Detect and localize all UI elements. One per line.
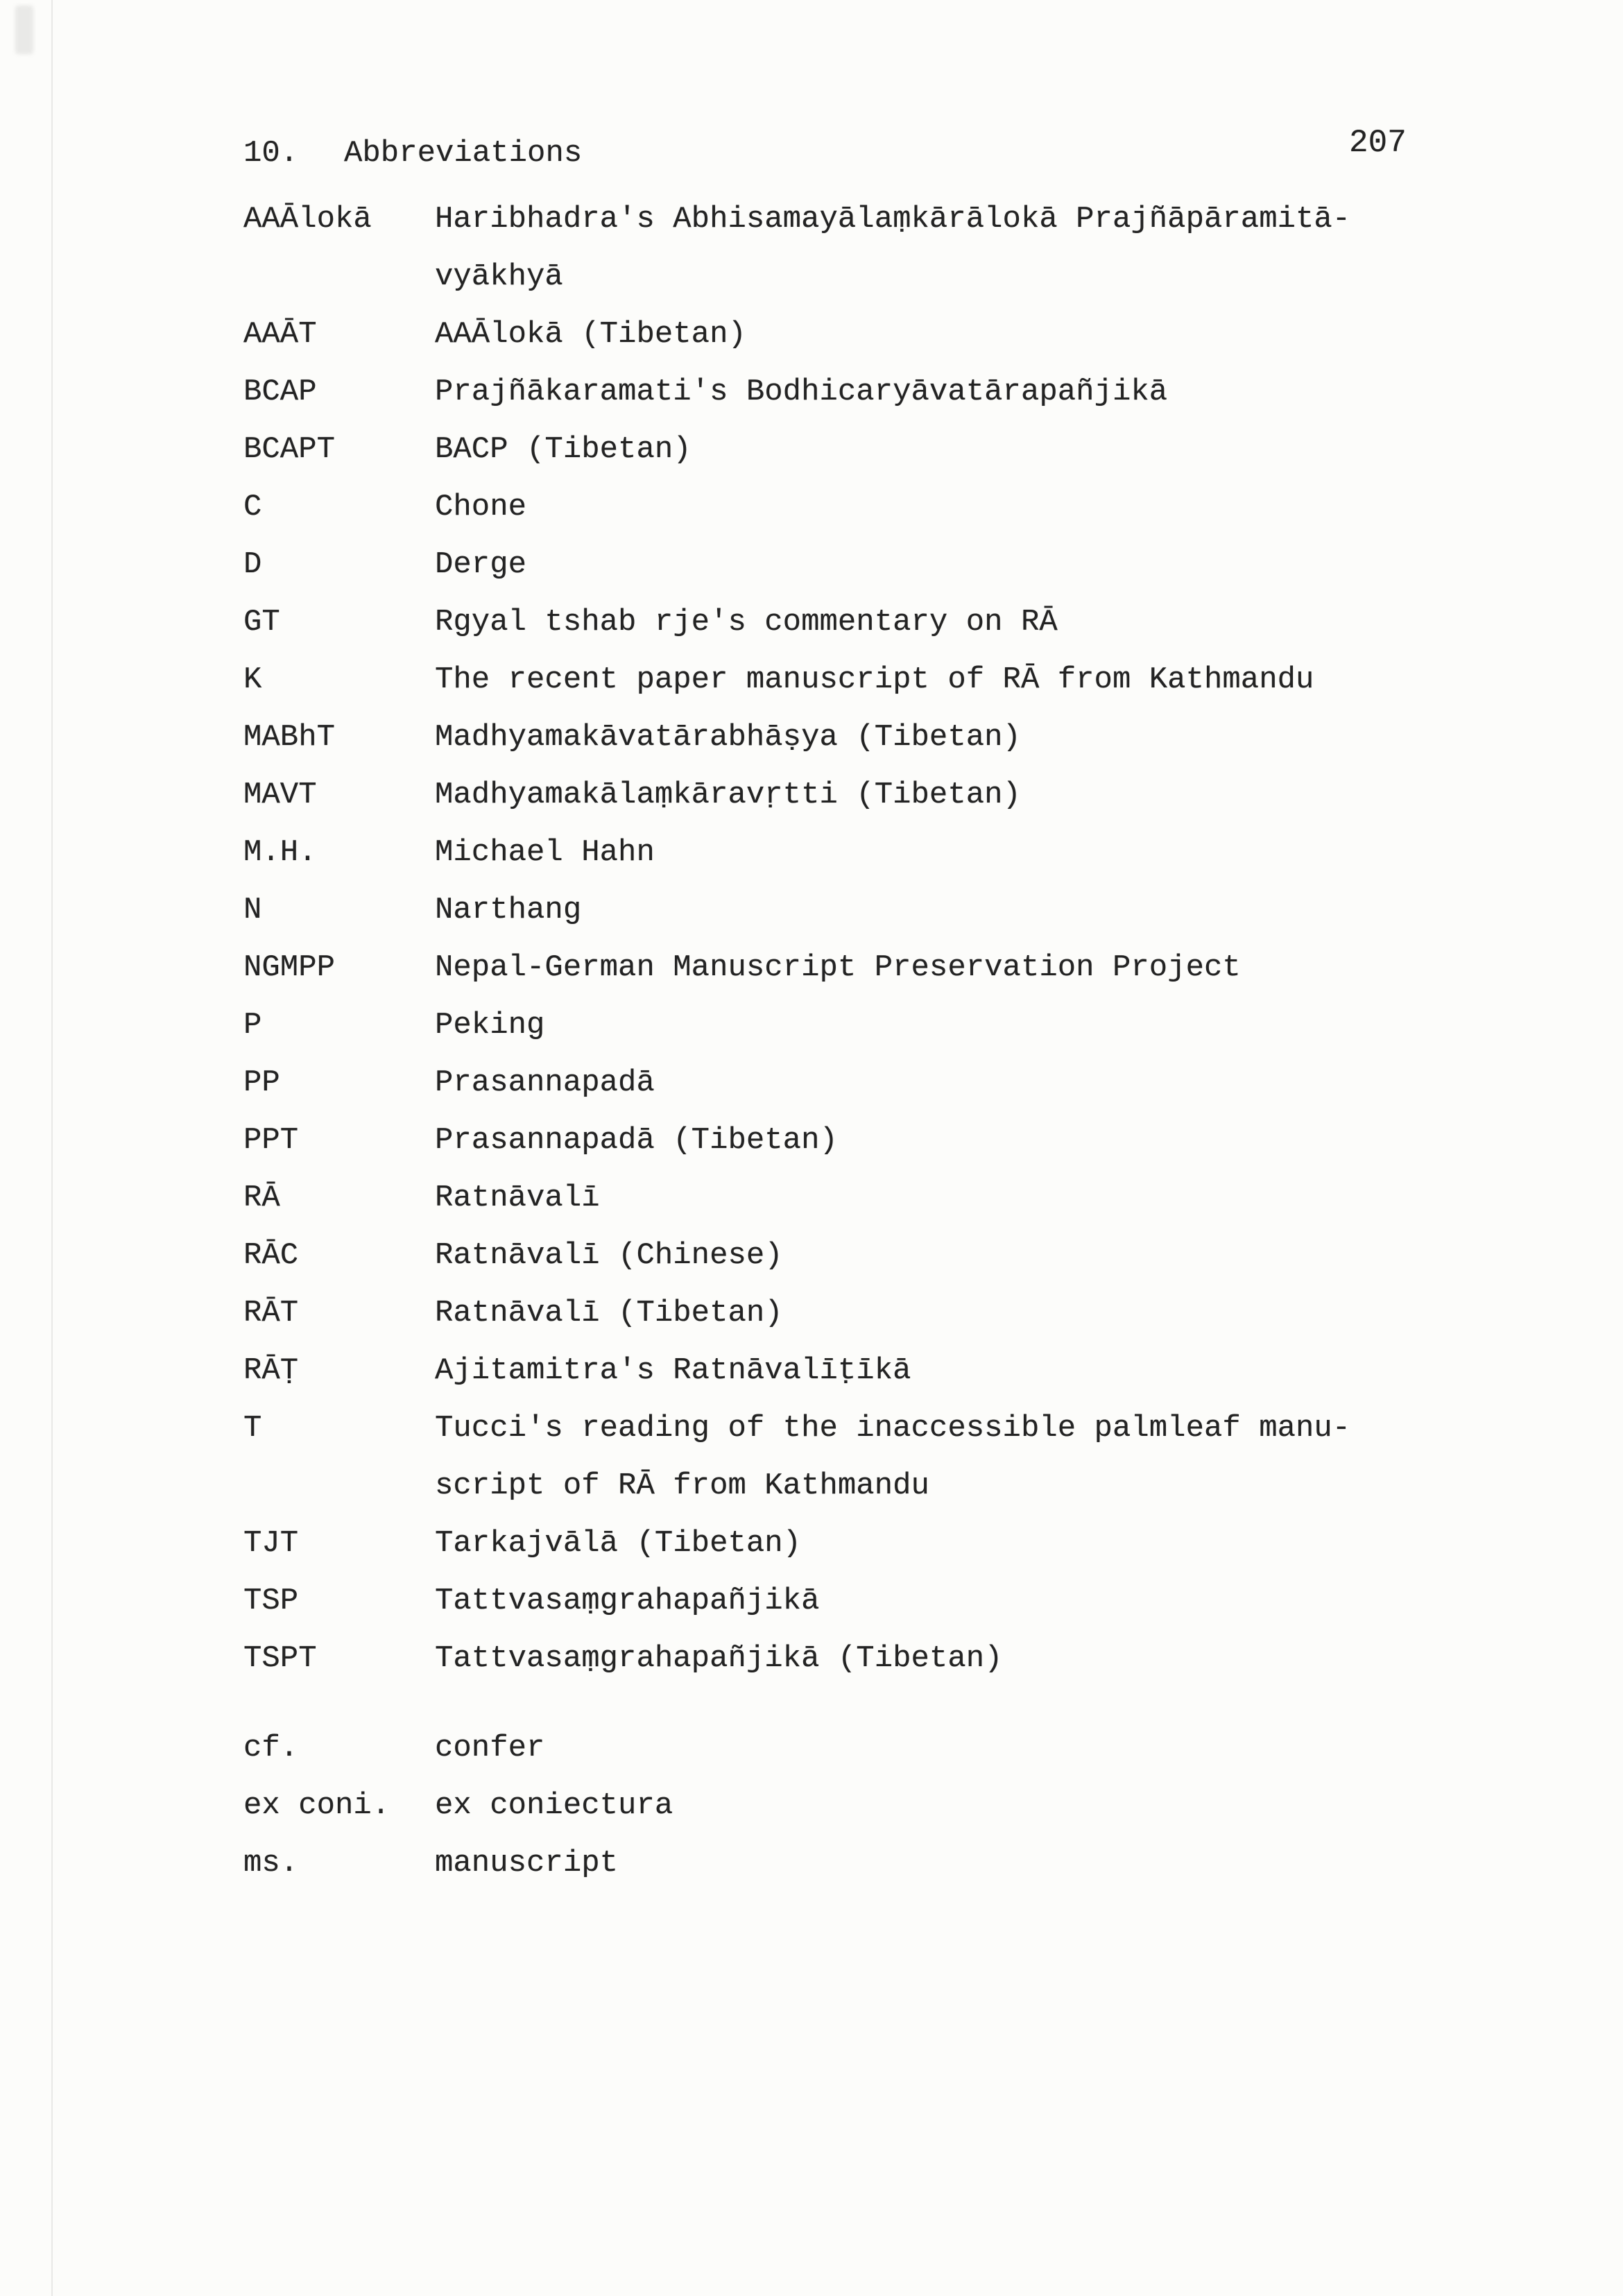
abbrev-entry [243, 1515, 1350, 1573]
definition-line: confer [435, 1731, 545, 1765]
abbreviation-label: NGMPP [243, 950, 336, 985]
definition [435, 421, 692, 479]
abbreviation-label: cf. [243, 1731, 299, 1765]
definition-line: Nepal-German Manuscript Preservation Project [435, 950, 1241, 985]
definition [435, 824, 655, 882]
definition [435, 479, 526, 536]
abbreviation-label: ms. [243, 1846, 299, 1881]
abbreviation-label: MAVT [243, 778, 317, 812]
abbreviation-label: N [243, 893, 262, 927]
definition [435, 766, 1021, 824]
abbreviation-label: AAĀT [243, 317, 317, 352]
definition-line: script of RĀ from Kathmandu [435, 1468, 929, 1503]
definition-line: Ajitamitra's Ratnāvalīṭīkā [435, 1353, 911, 1388]
abbrev-entry [243, 824, 1350, 882]
abbrev-entry [243, 997, 1350, 1054]
latin-abbreviation-list [243, 1720, 1350, 1892]
abbreviation-list [243, 191, 1350, 1688]
definition-line: BACP (Tibetan) [435, 432, 692, 467]
abbreviation-label: C [243, 490, 262, 524]
abbrev-entry [243, 882, 1350, 939]
abbreviation-label: BCAP [243, 375, 317, 409]
abbreviation-label: K [243, 662, 262, 697]
definition [435, 997, 544, 1054]
definition-line: Narthang [435, 893, 582, 927]
definition-line: Tarkajvālā (Tibetan) [435, 1526, 802, 1561]
definition-line: Madhyamakāvatārabhāṣya (Tibetan) [435, 720, 1021, 755]
definition [435, 1112, 838, 1170]
abbrev-entry [243, 1285, 1350, 1342]
definition-line: Prajñākaramati's Bodhicaryāvatārapañjikā [435, 375, 1168, 409]
definition [435, 306, 746, 363]
abbrev-entry [243, 594, 1350, 651]
abbreviation-label: T [243, 1411, 262, 1446]
section-number: 10. [243, 136, 299, 171]
abbrev-entry [243, 1400, 1350, 1515]
abbrev-entry [243, 191, 1350, 306]
definition-line: vyākhyā [435, 259, 563, 294]
definition-line: Ratnāvalī (Chinese) [435, 1238, 783, 1273]
definition [435, 536, 526, 594]
definition [435, 1227, 783, 1285]
section-header [243, 125, 1350, 182]
definition [435, 1400, 1350, 1515]
abbreviation-label: ex coni. [243, 1788, 390, 1823]
abbrev-entry [243, 651, 1350, 709]
abbreviation-label: RĀ [243, 1181, 280, 1215]
abbrev-entry [243, 1835, 1350, 1892]
definition [435, 709, 1021, 766]
abbreviation-label: TSPT [243, 1641, 317, 1676]
abbreviation-label: RĀṬ [243, 1353, 299, 1388]
definition-line: Tattvasaṃgrahapañjikā [435, 1584, 820, 1618]
abbrev-entry [243, 766, 1350, 824]
abbrev-entry [243, 1227, 1350, 1285]
abbrev-entry [243, 306, 1350, 363]
page-content [243, 125, 1350, 1892]
abbrev-entry [243, 1342, 1350, 1400]
definition [435, 594, 1058, 651]
page-number: 207 [1349, 125, 1407, 161]
definition [435, 1285, 783, 1342]
definition-line: Michael Hahn [435, 835, 655, 870]
abbrev-entry [243, 479, 1350, 536]
abbreviation-label: PPT [243, 1123, 299, 1158]
definition [435, 1342, 911, 1400]
abbreviation-label: PP [243, 1065, 280, 1100]
abbreviation-label: P [243, 1008, 262, 1043]
definition-line: Derge [435, 547, 527, 582]
definition [435, 1835, 618, 1892]
definition [435, 191, 1350, 306]
abbrev-entry [243, 536, 1350, 594]
definition-line: manuscript [435, 1846, 619, 1881]
abbrev-entry [243, 1777, 1350, 1835]
definition [435, 1170, 600, 1227]
scan-artifact [15, 6, 33, 54]
abbrev-entry [243, 1720, 1350, 1777]
abbreviation-label: MABhT [243, 720, 336, 755]
abbreviation-label: RĀT [243, 1296, 299, 1330]
abbrev-entry [243, 1630, 1350, 1688]
abbreviation-label: AAĀlokā [243, 202, 372, 237]
definition-line: Prasannapadā (Tibetan) [435, 1123, 838, 1158]
definition-line: The recent paper manuscript of RĀ from Kathmandu [435, 662, 1314, 697]
abbrev-entry [243, 939, 1350, 997]
definition-line: Ratnāvalī (Tibetan) [435, 1296, 783, 1330]
abbreviation-label: BCAPT [243, 432, 336, 467]
abbrev-entry [243, 1112, 1350, 1170]
abbrev-entry [243, 363, 1350, 421]
abbreviation-label: GT [243, 605, 280, 640]
definition-line: Tattvasaṃgrahapañjikā (Tibetan) [435, 1641, 1003, 1676]
abbrev-entry [243, 1054, 1350, 1112]
definition-line: Rgyal tshab rje's commentary on RĀ [435, 605, 1058, 640]
definition-line: Prasannapadā [435, 1065, 655, 1100]
definition [435, 882, 581, 939]
definition-line: ex coniectura [435, 1788, 673, 1823]
definition-line: Tucci's reading of the inaccessible palmleaf manu- [435, 1411, 1351, 1446]
abbreviation-label: RĀC [243, 1238, 299, 1273]
abbreviation-label: M.H. [243, 835, 317, 870]
abbreviation-label: TJT [243, 1526, 299, 1561]
definition-line: Chone [435, 490, 527, 524]
abbrev-entry [243, 709, 1350, 766]
abbreviation-label: TSP [243, 1584, 299, 1618]
definition [435, 363, 1167, 421]
definition [435, 1054, 655, 1112]
definition-line: AAĀlokā (Tibetan) [435, 317, 746, 352]
definition-line: Peking [435, 1008, 545, 1043]
abbreviation-label: D [243, 547, 262, 582]
definition [435, 1573, 820, 1630]
definition [435, 939, 1241, 997]
definition [435, 1720, 544, 1777]
scan-edge-line [51, 0, 53, 2296]
definition [435, 651, 1314, 709]
abbrev-entry [243, 421, 1350, 479]
definition [435, 1777, 673, 1835]
abbrev-entry [243, 1170, 1350, 1227]
definition [435, 1630, 1003, 1688]
definition [435, 1515, 801, 1573]
definition-line: Ratnāvalī [435, 1181, 600, 1215]
definition-line: Madhyamakālaṃkāravṛtti (Tibetan) [435, 778, 1021, 812]
section-title: Abbreviations [344, 136, 583, 171]
abbrev-entry [243, 1573, 1350, 1630]
definition-line: Haribhadra's Abhisamayālaṃkārālokā Prajñāpāramitā- [435, 202, 1351, 237]
